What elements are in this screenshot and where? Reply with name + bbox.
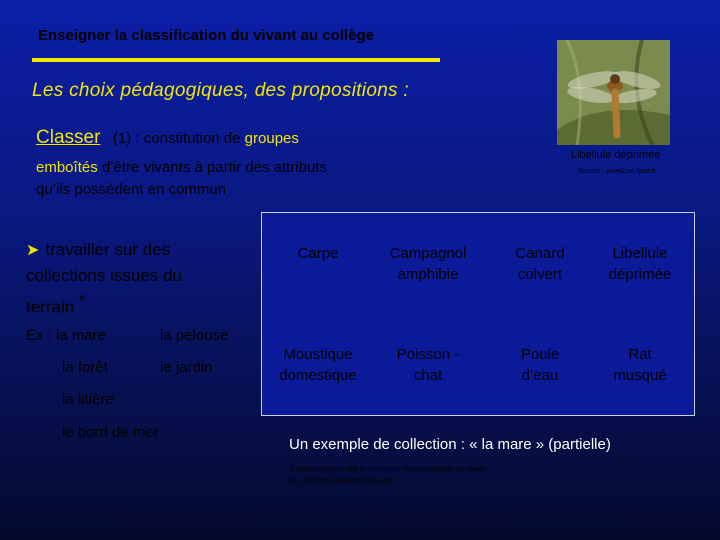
example-pelouse: la pelouse <box>160 327 229 344</box>
emboites-word: emboîtés <box>36 159 98 176</box>
table-cell <box>374 243 482 285</box>
classer-word: Classer <box>36 127 101 148</box>
dragonfly-photo <box>557 40 670 145</box>
footnote-star: * <box>78 291 86 310</box>
bullet-block <box>26 237 256 320</box>
classer-line <box>36 127 299 149</box>
example-litiere: la litière <box>62 391 114 408</box>
cell-line2: musqué <box>613 367 667 384</box>
part-number <box>105 130 245 147</box>
cell-line2: chat <box>413 367 443 384</box>
emboites-text <box>36 157 456 201</box>
title-underline <box>32 58 440 62</box>
intro-rest-line2: qu’ils possèdent en commun <box>36 181 227 198</box>
example-mare: Ex : la mare <box>26 327 107 344</box>
collection-table <box>261 212 695 416</box>
photo-source: Source : www2.ac-lyon.fr <box>578 168 656 175</box>
reference-line2: G. Lecointre et autres Belin ed <box>290 476 392 485</box>
top-title: Enseigner la classification du vivant au collège <box>38 27 374 44</box>
cell-line2: déprimée <box>608 266 672 283</box>
example-bord-de-mer: le bord de mer <box>62 424 159 441</box>
bullet-line2: collections issues du <box>26 266 182 285</box>
table-cell <box>264 344 372 386</box>
bullet-line1: travailler sur des <box>45 240 171 259</box>
cell-line2: d’eau <box>521 367 559 384</box>
intro-rest-line1: d’être vivants à partir des attributs <box>101 159 327 176</box>
cell-line2: amphibie <box>397 266 459 283</box>
bullet-line3: terrain <box>26 297 75 317</box>
collection-caption: Un exemple de collection : « la mare » (partielle) <box>289 436 611 453</box>
photo-caption: Libellule déprimée <box>571 149 661 161</box>
groupes-word: groupes <box>244 130 299 147</box>
cell-line2: domestique <box>279 367 357 384</box>
table-cell <box>486 243 594 285</box>
part-number-text: (1) : constitution de <box>112 130 241 147</box>
arrow-bullet-icon: ➤ <box>26 242 40 259</box>
cell-line1: Carpe <box>297 245 339 262</box>
example-jardin: le jardin <box>160 359 213 376</box>
cell-line1: Moustique <box>283 346 353 363</box>
table-cell <box>486 344 594 386</box>
table-cell <box>586 243 694 285</box>
cell-line1: Libellule <box>612 245 668 262</box>
cell-line1: Poule <box>520 346 560 363</box>
subtitle: Les choix pédagogiques, des propositions : <box>32 80 410 101</box>
cell-line1: Campagnol <box>389 245 467 262</box>
cell-line1: Canard <box>515 245 565 262</box>
cell-line2: colvert <box>517 266 563 283</box>
cell-line1: Rat <box>628 346 652 363</box>
table-cell <box>374 344 482 386</box>
cell-line1: Poisson - <box>396 346 460 363</box>
reference-line1: D’après comprendre et enseigner la classification du vivant <box>290 464 486 473</box>
table-cell <box>586 344 694 386</box>
table-cell <box>264 243 372 264</box>
dragonfly-illustration <box>557 40 670 145</box>
example-foret: la forêt <box>62 359 108 376</box>
